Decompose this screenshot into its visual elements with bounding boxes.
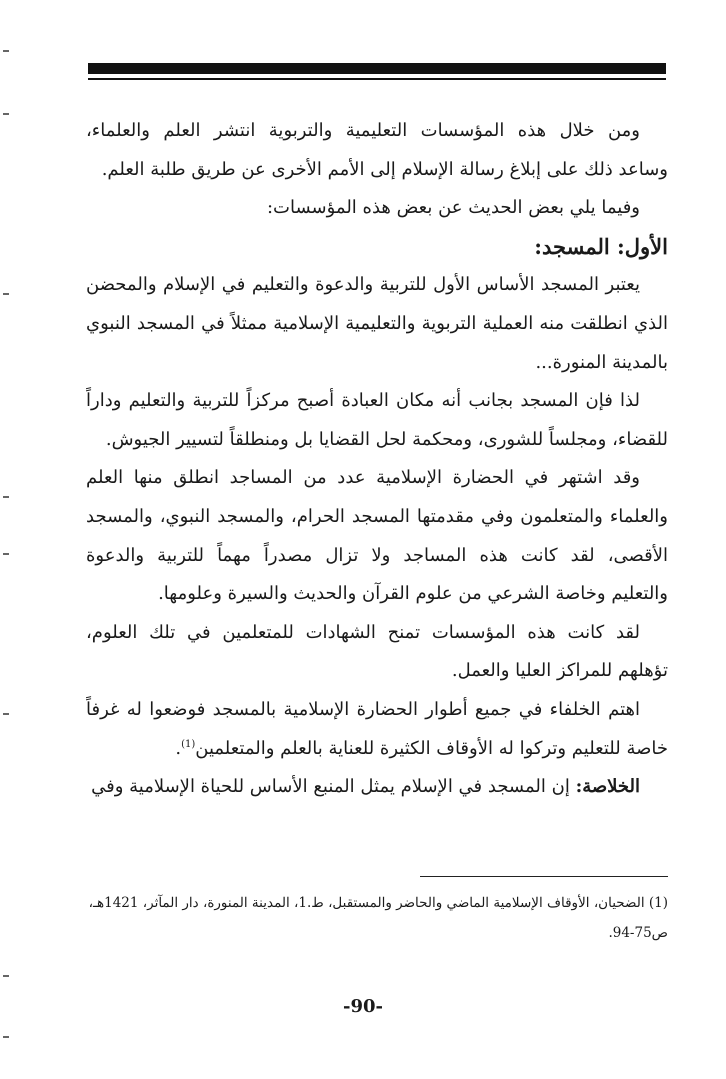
- section-heading: الأول: المسجد:: [534, 233, 668, 259]
- text-line: ومن خلال هذه المؤسسات التعليمية والتربوية انتشر العلم والعلماء،: [86, 120, 640, 141]
- text-line: والعلماء والمتعلمون وفي مقدمتها المسجد الحرام، والمسجد النبوي، والمسجد: [86, 505, 668, 527]
- text-line: وقد اشتهر في الحضارة الإسلامية عدد من المساجد انطلق منها العلم: [86, 467, 640, 489]
- footnote-separator: [420, 876, 668, 877]
- scan-edge-mark: [3, 50, 9, 52]
- text-line: اهتم الخلفاء في جميع أطوار الحضارة الإسلامية بالمسجد فوضعوا له غرفاً: [86, 698, 640, 720]
- text-line: [86, 768, 668, 807]
- text-line: الذي انطلقت منه العملية التربوية والتعليمية الإسلامية ممثلاً في المسجد النبوي: [86, 312, 668, 334]
- text-run: إن المسجد في الإسلام يمثل المنبع الأساس للحياة الإسلامية وفي: [91, 776, 570, 798]
- main-text: [86, 112, 668, 807]
- scan-edge-mark: [3, 553, 9, 555]
- scan-edge-mark: [3, 713, 9, 715]
- text-line: لذا فإن المسجد بجانب أنه مكان العبادة أصبح مركزاً للتربية والتعليم وداراً: [86, 390, 640, 412]
- footnote: [86, 888, 668, 948]
- text-line: وساعد ذلك على إبلاغ رسالة الإسلام إلى الأمم الأخرى عن طريق طلبة العلم.: [101, 158, 668, 180]
- page-number: -90-: [343, 996, 383, 1017]
- text-run: خاصة للتعليم وتركوا له الأوقاف الكثيرة للعناية بالعلم والمتعلمين: [195, 737, 668, 759]
- text-line: للقضاء، ومجلساً للشورى، ومحكمة لحل القضايا بل ومنطلقاً لتسيير الجيوش.: [105, 428, 668, 450]
- text-line: [86, 730, 668, 769]
- text-line: وفيما يلي بعض الحديث عن بعض هذه المؤسسات:: [266, 197, 640, 219]
- text-line: تؤهلهم للمراكز العليا والعمل.: [451, 660, 668, 682]
- footnote-reference: (1): [181, 738, 196, 750]
- footnote-line: ص75-94.: [608, 925, 668, 941]
- text-line: لقد كانت هذه المؤسسات تمنح الشهادات للمتعلمين في تلك العلوم،: [86, 621, 640, 643]
- scan-edge-mark: [3, 496, 9, 498]
- text-line: الأقصى، لقد كانت هذه المساجد ولا تزال مصدراً مهماً للتربية والدعوة: [86, 544, 668, 566]
- header-rule-thin: [88, 78, 666, 80]
- text-line: يعتبر المسجد الأساس الأول للتربية والدعوة والتعليم في الإسلام والمحضن: [86, 274, 640, 296]
- text-line: والتعليم وخاصة الشرعي من علوم القرآن والحديث والسيرة وعلومها.: [158, 583, 668, 605]
- footnote-line: (1) الضحيان، الأوقاف الإسلامية الماضي والحاضر والمستقبل، ط.1، المدينة المنورة، دار المآثر، 1421هـ،: [88, 895, 668, 911]
- scan-edge-mark: [3, 113, 9, 115]
- scan-edge-mark: [3, 1036, 9, 1038]
- text-line: بالمدينة المنورة...: [535, 351, 668, 373]
- summary-label: الخلاصة:: [575, 776, 640, 798]
- header-rule-thick: [88, 63, 666, 74]
- scan-edge-mark: [3, 293, 9, 295]
- scan-edge-mark: [3, 975, 9, 977]
- text-run: .: [175, 737, 182, 759]
